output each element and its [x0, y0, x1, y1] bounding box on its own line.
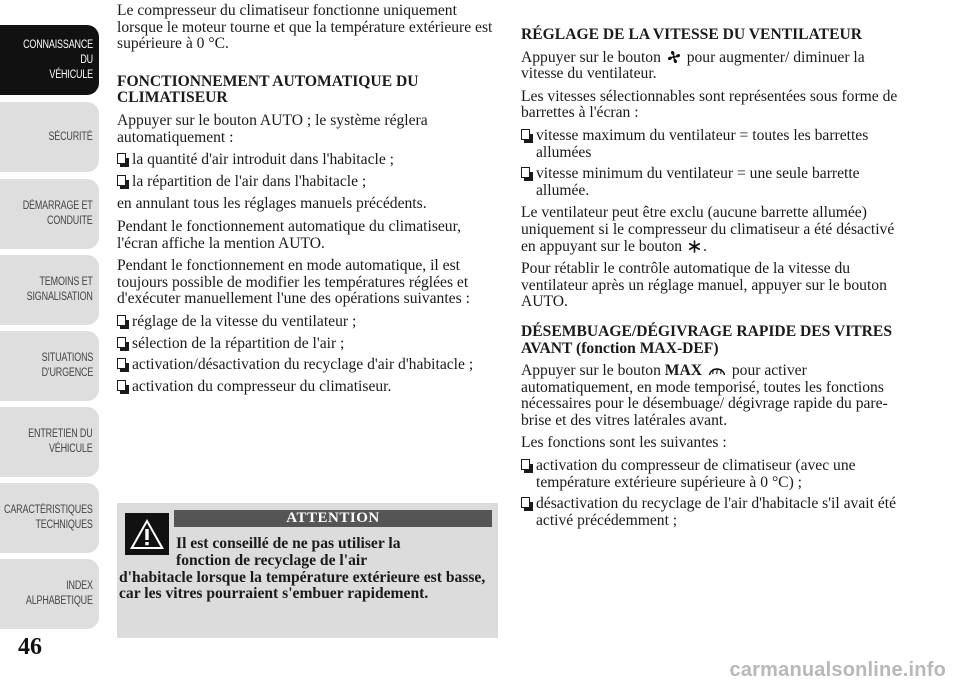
defrost-paragraph-1: Appuyer sur le bouton MAX pour activer automatiquement, en mode temporisé, toutes les fonctions nécessaires pour le désembuage/ dégivrage rapide du pare-brise et des vitres latérales avant. — [521, 362, 888, 429]
right-column — [521, 3, 906, 535]
warning-title: ATTENTION — [174, 510, 492, 527]
fan-icon — [667, 50, 681, 64]
warning-box — [117, 503, 498, 638]
fan-paragraph-3: Le ventilateur peut être exclu (aucune barrette allumée) uniquement si le compresseur du climatiseur a été désactivé en appuyant sur le bouton . — [521, 204, 895, 255]
fan-heading: RÉGLAGE DE LA VITESSE DU VENTILATEUR — [521, 26, 862, 43]
tab-index-alphabetique[interactable]: INDEX ALPHABETIQUE — [0, 559, 99, 629]
fan-paragraph-4: Pour rétablir le contrôle automatique de la vitesse du ventilateur après un réglage manuel, appuyer sur le bouton AUTO. — [521, 260, 887, 311]
tab-situations-d-urgence[interactable]: SITUATIONS D'URGENCE — [0, 331, 99, 401]
defrost-heading: DÉSEMBUAGE/DÉGIVRAGE RAPIDE DES VITRES AVANT (fonction MAX-DEF) — [521, 322, 893, 357]
checkbox-bullet-icon — [521, 459, 530, 470]
list-item: activation du compresseur du climatiseur. — [117, 379, 497, 396]
checkbox-bullet-icon — [117, 337, 126, 348]
intro-paragraph: Le compresseur du climatiseur fonctionne uniquement lorsque le moteur tourne et que la température extérieure est supérieure à 0 °C. — [117, 2, 493, 53]
tab-securite[interactable]: SÉCURITÉ — [0, 102, 99, 172]
defrost-list — [521, 458, 906, 529]
auto-paragraph-2: en annulant tous les réglages manuels précédents. — [117, 195, 427, 213]
auto-paragraph-3: Pendant le fonctionnement automatique du climatiseur, l'écran affiche la mention AUTO. — [117, 217, 462, 252]
operations-list — [117, 314, 497, 395]
list-item: réglage de la vitesse du ventilateur ; — [117, 314, 497, 331]
tab-entretien-du-vehicule[interactable]: ENTRETIEN DU VÉHICULE — [0, 407, 99, 477]
tab-connaissance-du-vehicule[interactable]: CONNAISSANCE DU VÉHICULE — [0, 25, 99, 95]
warning-text: Il est conseillé de ne pas utiliser la fonction de recyclage de l'air d'habitacle lorsque la température extérieure est basse, car les vitres pourraient s'embuer rapidement. — [119, 535, 486, 603]
checkbox-bullet-icon — [521, 497, 530, 508]
checkbox-bullet-icon — [117, 315, 126, 326]
auto-list — [117, 152, 497, 190]
left-column — [117, 3, 497, 401]
fan-paragraph-1: Appuyer sur le bouton pour augmenter/ diminuer la vitesse du ventilateur. — [521, 48, 865, 83]
tab-caracteristiques-techniques[interactable]: CARACTÉRISTIQUES TECHNIQUES — [0, 483, 99, 553]
list-item: activation du compresseur de climatiseur (avec une température extérieure supérieure à 0 °C) ; — [521, 458, 906, 491]
tab-demarrage-et-conduite[interactable]: DÉMARRAGE ET CONDUITE — [0, 179, 99, 249]
list-item: activation/désactivation du recyclage d'air d'habitacle ; — [117, 357, 497, 374]
auto-paragraph-4: Pendant le fonctionnement en mode automatique, il est toujours possible de modifier les températures réglées et d'exécuter manuellement l'une des opérations suivantes : — [117, 257, 470, 308]
fan-list — [521, 128, 906, 199]
checkbox-bullet-icon — [521, 129, 530, 140]
list-item: désactivation du recyclage de l'air d'habitacle s'il avait été activé précédemment ; — [521, 496, 906, 529]
tab-temoins-et-signalisation[interactable]: TEMOINS ET SIGNALISATION — [0, 255, 99, 325]
auto-paragraph-1: Appuyer sur le bouton AUTO ; le système réglera automatiquement : — [117, 111, 428, 146]
auto-heading: FONCTIONNEMENT AUTOMATIQUE DU CLIMATISEUR — [117, 72, 419, 107]
checkbox-bullet-icon — [117, 380, 126, 391]
fan-paragraph-2: Les vitesses sélectionnables sont représentées sous forme de barrettes à l'écran : — [521, 87, 898, 122]
checkbox-bullet-icon — [117, 358, 126, 369]
defrost-paragraph-2: Les fonctions sont les suivantes : — [521, 434, 727, 452]
checkbox-bullet-icon — [117, 175, 126, 186]
page-number: 46 — [18, 634, 42, 660]
checkbox-bullet-icon — [117, 153, 126, 164]
list-item: vitesse maximum du ventilateur = toutes les barrettes allumées — [521, 128, 906, 161]
list-item: vitesse minimum du ventilateur = une seule barrette allumée. — [521, 166, 906, 199]
list-item: la répartition de l'air dans l'habitacle ; — [117, 174, 497, 191]
ac-snowflake-icon — [688, 240, 701, 253]
list-item: la quantité d'air introduit dans l'habitacle ; — [117, 152, 497, 169]
checkbox-bullet-icon — [521, 167, 530, 178]
windshield-defrost-icon — [708, 364, 726, 377]
list-item: sélection de la répartition de l'air ; — [117, 336, 497, 353]
watermark: carmanualsonline.info — [729, 659, 946, 681]
